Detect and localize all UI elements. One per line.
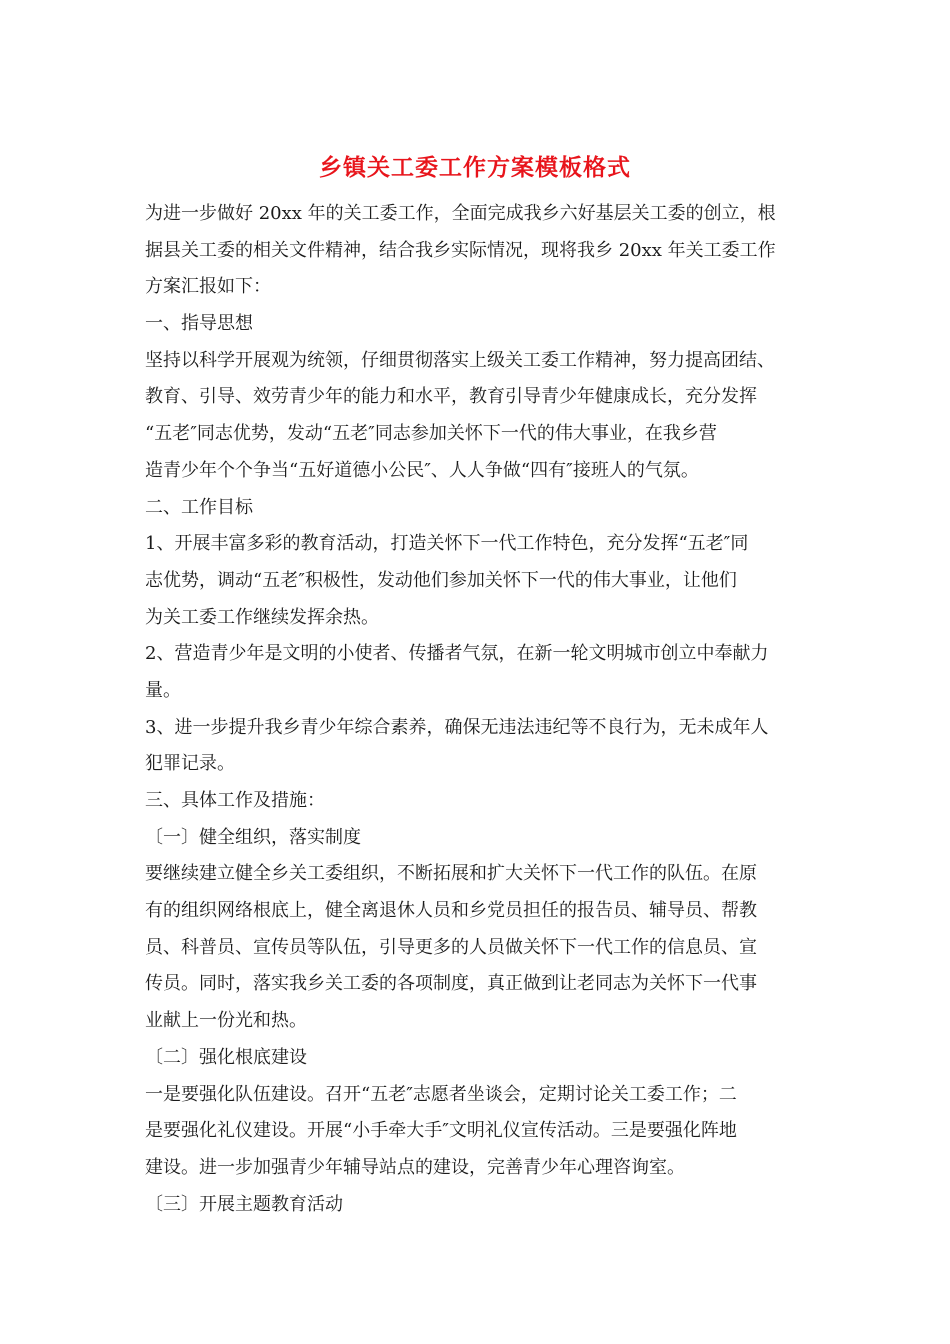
text-line: 是要强化礼仪建设。开展“小手牵大手″文明礼仪宣传活动。三是要强化阵地 [145,1120,737,1142]
text-line: 一、指导思想 [145,313,253,335]
text-line: 据县关工委的相关文件精神，结合我乡实际情况，现将我乡 20xx 年关工委工作 [145,239,776,261]
text-line: 1、开展丰富多彩的教育活动，打造关怀下一代工作特色，充分发挥“五老″同 [145,533,749,555]
text-line: 量。 [145,679,181,701]
text-line: 一是要强化队伍建设。召开“五老″志愿者坐谈会，定期讨论关工委工作；二 [145,1083,737,1105]
text-line: 3、进一步提升我乡青少年综合素养，确保无违法违纪等不良行为，无未成年人 [145,716,769,738]
text-line: 员、科普员、宣传员等队伍，引导更多的人员做关怀下一代工作的信息员、宣 [145,936,757,958]
text-line: 〔一〕健全组织，落实制度 [145,826,361,848]
text-line: “五老″同志优势，发动“五老″同志参加关怀下一代的伟大事业，在我乡营 [145,423,717,445]
text-line: 志优势，调动“五老″积极性，发动他们参加关怀下一代的伟大事业，让他们 [145,569,737,591]
document-body [145,196,810,1223]
text-line: 传员。同时，落实我乡关工委的各项制度，真正做到让老同志为关怀下一代事 [145,973,757,995]
text-line: 方案汇报如下： [145,276,271,298]
text-line: 为关工委工作继续发挥余热。 [145,606,379,628]
text-line: 业献上一份光和热。 [145,1010,307,1032]
text-line: 为进一步做好 20xx 年的关工委工作，全面完成我乡六好基层关工委的创立，根 [145,203,776,224]
text-line: 2、营造青少年是文明的小使者、传播者气氛，在新一轮文明城市创立中奉献力 [145,643,769,665]
text-line: 〔三〕开展主题教育活动 [145,1193,343,1215]
text-line: 〔二〕强化根底建设 [145,1046,307,1068]
text-line: 坚持以科学开展观为统领，仔细贯彻落实上级关工委工作精神，努力提高团结、 [145,349,775,371]
text-line: 教育、引导、效劳青少年的能力和水平，教育引导青少年健康成长，充分发挥 [145,386,757,408]
text-line: 有的组织网络根底上，健全离退休人员和乡党员担任的报告员、辅导员、帮教 [145,900,757,922]
text-line: 要继续建立健全乡关工委组织，不断拓展和扩大关怀下一代工作的队伍。在原 [145,863,757,885]
text-line: 建设。进一步加强青少年辅导站点的建设，完善青少年心理咨询室。 [145,1156,685,1178]
text-line: 造青少年个个争当“五好道德小公民″、人人争做“四有″接班人的气氛。 [145,459,699,481]
text-line: 犯罪记录。 [145,753,235,775]
text-line: 二、工作目标 [145,496,253,518]
text-line: 三、具体工作及措施： [145,790,325,811]
document-title: 乡镇关工委工作方案模板格式 [319,154,631,181]
